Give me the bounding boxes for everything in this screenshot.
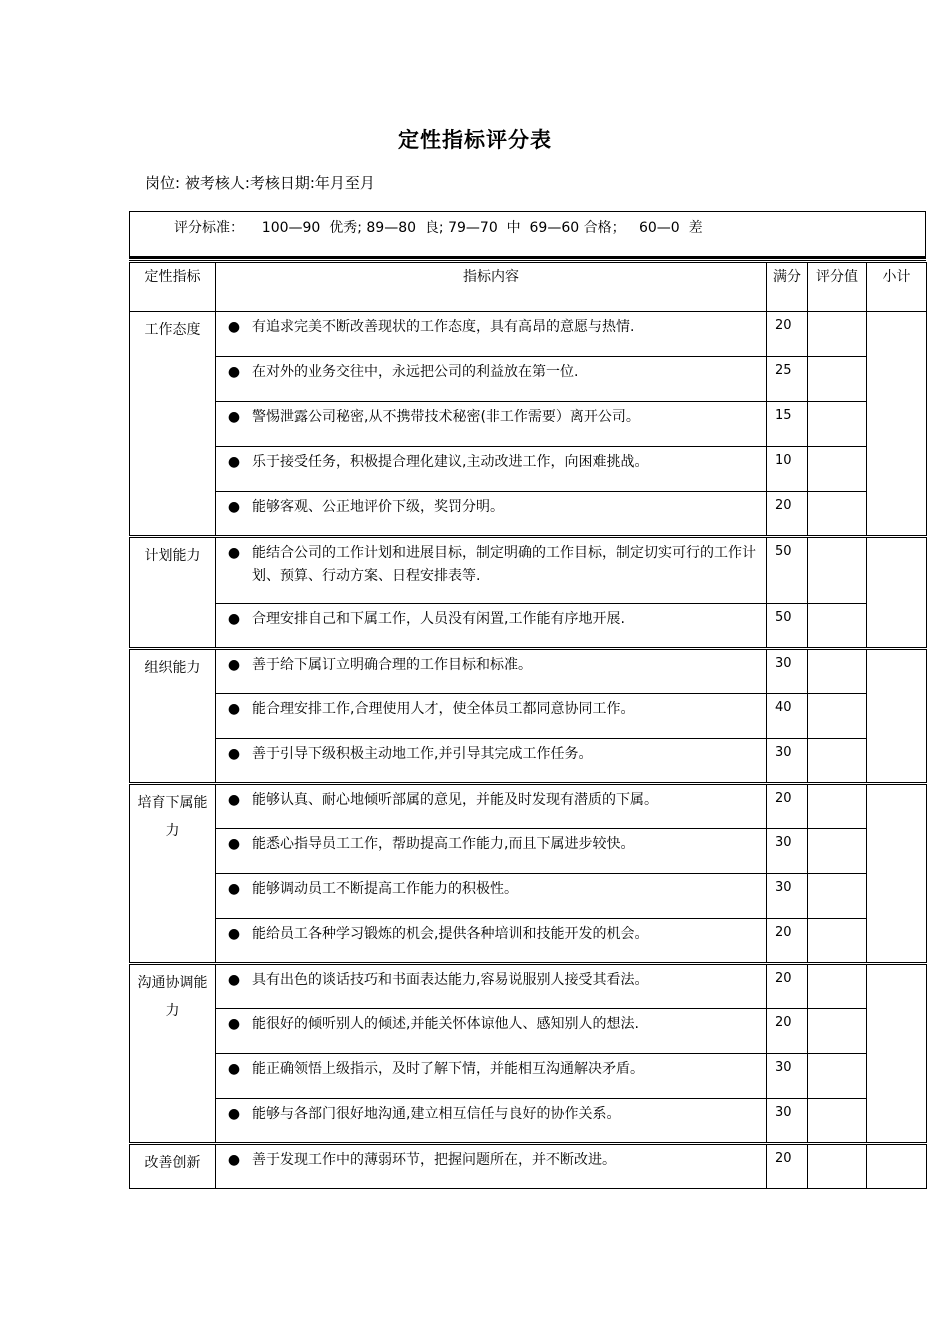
indicator-text: 善于发现工作中的薄弱环节，把握问题所在，并不断改进。	[252, 1152, 616, 1168]
double-rule-divider	[129, 256, 926, 261]
full-score-cell: 40	[767, 694, 808, 739]
indicator-text: 合理安排自己和下属工作，人员没有闲置,工作能有序地开展.	[252, 611, 625, 627]
category-cell	[130, 784, 216, 964]
indicator-cell	[216, 739, 767, 784]
table-row	[130, 1054, 927, 1099]
rating-input-cell[interactable]	[808, 1054, 867, 1099]
indicator-text: 善于引导下级积极主动地工作,并引导其完成工作任务。	[252, 746, 593, 762]
rating-input-cell[interactable]	[808, 447, 867, 492]
rating-input-cell[interactable]	[808, 1009, 867, 1054]
table-row	[130, 357, 927, 402]
rating-input-cell[interactable]	[808, 919, 867, 964]
bullet-icon: ●	[227, 364, 241, 380]
table-row	[130, 492, 927, 537]
full-score-cell: 10	[767, 447, 808, 492]
bullet-icon: ●	[227, 657, 241, 673]
rating-input-cell[interactable]	[808, 604, 867, 649]
bullet-icon: ●	[227, 409, 241, 425]
category-cell	[130, 537, 216, 649]
rating-input-cell[interactable]	[808, 829, 867, 874]
full-score-cell: 25	[767, 357, 808, 402]
indicator-cell	[216, 1009, 767, 1054]
indicator-cell	[216, 1144, 767, 1189]
indicator-cell	[216, 829, 767, 874]
table-row	[130, 537, 927, 604]
full-score-cell: 20	[767, 1009, 808, 1054]
indicator-text: 在对外的业务交往中，永远把公司的利益放在第一位.	[252, 364, 579, 380]
full-score-cell: 30	[767, 1099, 808, 1144]
rating-input-cell[interactable]	[808, 694, 867, 739]
rating-input-cell[interactable]	[808, 964, 867, 1009]
indicator-cell	[216, 964, 767, 1009]
bullet-icon: ●	[227, 881, 241, 897]
full-score-cell: 15	[767, 402, 808, 447]
subtotal-cell[interactable]	[867, 784, 927, 964]
category-cell	[130, 1144, 216, 1189]
bullet-icon: ●	[227, 1106, 241, 1122]
table-row	[130, 447, 927, 492]
indicator-cell	[216, 874, 767, 919]
bullet-icon: ●	[227, 545, 241, 561]
full-score-cell: 20	[767, 784, 808, 829]
category-cell	[130, 312, 216, 537]
header-subtotal: 小计	[867, 263, 927, 312]
bullet-icon: ●	[227, 836, 241, 852]
header-category: 定性指标	[130, 263, 216, 312]
full-score-cell: 30	[767, 829, 808, 874]
indicator-text: 能正确领悟上级指示，及时了解下情，并能相互沟通解决矛盾。	[252, 1061, 644, 1077]
rating-input-cell[interactable]	[808, 649, 867, 694]
indicator-cell	[216, 604, 767, 649]
table-row	[130, 784, 927, 829]
table-row	[130, 1099, 927, 1144]
indicator-text: 能够认真、耐心地倾听部属的意见，并能及时发现有潜质的下属。	[252, 792, 658, 808]
rating-input-cell[interactable]	[808, 1099, 867, 1144]
indicator-text: 乐于接受任务，积极提合理化建议,主动改进工作，向困难挑战。	[252, 454, 649, 470]
table-row	[130, 694, 927, 739]
indicator-text: 能给员工各种学习锻炼的机会,提供各种培训和技能开发的机会。	[252, 926, 649, 942]
indicator-cell	[216, 492, 767, 537]
indicator-cell	[216, 1054, 767, 1099]
table-row	[130, 604, 927, 649]
subtotal-cell[interactable]	[867, 1144, 927, 1189]
scoring-standard: 评分标准： 100—90 优秀; 89—80 良; 79—70 中 69—60 合格； 60—0 差	[174, 220, 703, 236]
full-score-cell: 30	[767, 1054, 808, 1099]
full-score-cell: 20	[767, 919, 808, 964]
table-row	[130, 1009, 927, 1054]
rating-input-cell[interactable]	[808, 784, 867, 829]
page-title: 定性指标评分表	[398, 128, 552, 152]
rating-input-cell[interactable]	[808, 402, 867, 447]
indicator-cell	[216, 1099, 767, 1144]
indicator-cell	[216, 694, 767, 739]
table-row	[130, 874, 927, 919]
rating-input-cell[interactable]	[808, 537, 867, 604]
category-cell	[130, 964, 216, 1144]
indicator-text: 能悉心指导员工工作，帮助提高工作能力,而且下属进步较快。	[252, 836, 635, 852]
subtotal-cell[interactable]	[867, 964, 927, 1144]
full-score-cell: 50	[767, 537, 808, 604]
bullet-icon: ●	[227, 1061, 241, 1077]
rating-input-cell[interactable]	[808, 492, 867, 537]
indicator-cell	[216, 312, 767, 357]
rating-input-cell[interactable]	[808, 739, 867, 784]
indicator-cell	[216, 357, 767, 402]
full-score-cell: 30	[767, 739, 808, 784]
table-header-row	[130, 263, 927, 312]
subtotal-cell[interactable]	[867, 312, 927, 537]
indicator-cell	[216, 447, 767, 492]
bullet-icon: ●	[227, 1152, 241, 1168]
bullet-icon: ●	[227, 972, 241, 988]
indicator-cell	[216, 919, 767, 964]
category-label: 工作态度	[144, 322, 201, 338]
rating-input-cell[interactable]	[808, 1144, 867, 1189]
indicator-cell	[216, 784, 767, 829]
category-cell	[130, 649, 216, 784]
bullet-icon: ●	[227, 926, 241, 942]
indicator-cell	[216, 402, 767, 447]
category-label: 培育下属能力	[137, 795, 208, 839]
full-score-cell: 20	[767, 964, 808, 1009]
indicator-cell	[216, 537, 767, 604]
indicator-text: 能够与各部门很好地沟通,建立相互信任与良好的协作关系。	[252, 1106, 621, 1122]
evaluation-table	[129, 262, 927, 1189]
table-row	[130, 739, 927, 784]
indicator-text: 能结合公司的工作计划和进展目标，制定明确的工作目标，制定切实可行的工作计划、预算、行动方案、日程安排表等.	[252, 545, 756, 584]
bullet-icon: ●	[227, 701, 241, 717]
bullet-icon: ●	[227, 499, 241, 515]
indicator-text: 能很好的倾听别人的倾述,并能关怀体谅他人、感知别人的想法.	[252, 1016, 639, 1032]
rating-input-cell[interactable]	[808, 874, 867, 919]
indicator-text: 能够客观、公正地评价下级，奖罚分明。	[252, 499, 504, 515]
header-full-score: 满分	[767, 263, 808, 312]
category-label: 组织能力	[144, 660, 201, 676]
category-label: 改善创新	[144, 1155, 201, 1171]
full-score-cell: 30	[767, 874, 808, 919]
table-row	[130, 402, 927, 447]
full-score-cell: 20	[767, 312, 808, 357]
table-row	[130, 312, 927, 357]
bullet-icon: ●	[227, 454, 241, 470]
header-content: 指标内容	[216, 263, 767, 312]
indicator-text: 能合理安排工作,合理使用人才，使全体员工都同意协同工作。	[252, 701, 635, 717]
table-row	[130, 649, 927, 694]
category-label: 计划能力	[144, 548, 201, 564]
indicator-text: 警惕泄露公司秘密,从不携带技术秘密(非工作需要）离开公司。	[252, 409, 640, 425]
bullet-icon: ●	[227, 746, 241, 762]
header-rating: 评分值	[808, 263, 867, 312]
bullet-icon: ●	[227, 319, 241, 335]
rating-input-cell[interactable]	[808, 357, 867, 402]
full-score-cell: 30	[767, 649, 808, 694]
table-row	[130, 919, 927, 964]
bullet-icon: ●	[227, 792, 241, 808]
table-body	[130, 312, 927, 1189]
subtotal-cell[interactable]	[867, 649, 927, 784]
table-row	[130, 829, 927, 874]
indicator-text: 有追求完美不断改善现状的工作态度，具有高昂的意愿与热情.	[252, 319, 635, 335]
full-score-cell: 50	[767, 604, 808, 649]
indicator-text: 具有出色的谈话技巧和书面表达能力,容易说服别人接受其看法。	[252, 972, 649, 988]
bullet-icon: ●	[227, 611, 241, 627]
meta-line: 岗位: 被考核人:考核日期:年月至月	[145, 174, 375, 192]
bullet-icon: ●	[227, 1016, 241, 1032]
indicator-text: 善于给下属订立明确合理的工作目标和标准。	[252, 657, 532, 673]
table-row	[130, 1144, 927, 1189]
category-label: 沟通协调能力	[137, 975, 208, 1019]
indicator-text: 能够调动员工不断提高工作能力的积极性。	[252, 881, 518, 897]
rating-input-cell[interactable]	[808, 312, 867, 357]
subtotal-cell[interactable]	[867, 537, 927, 649]
indicator-cell	[216, 649, 767, 694]
full-score-cell: 20	[767, 1144, 808, 1189]
full-score-cell: 20	[767, 492, 808, 537]
table-row	[130, 964, 927, 1009]
scoring-standard-box	[129, 211, 926, 258]
